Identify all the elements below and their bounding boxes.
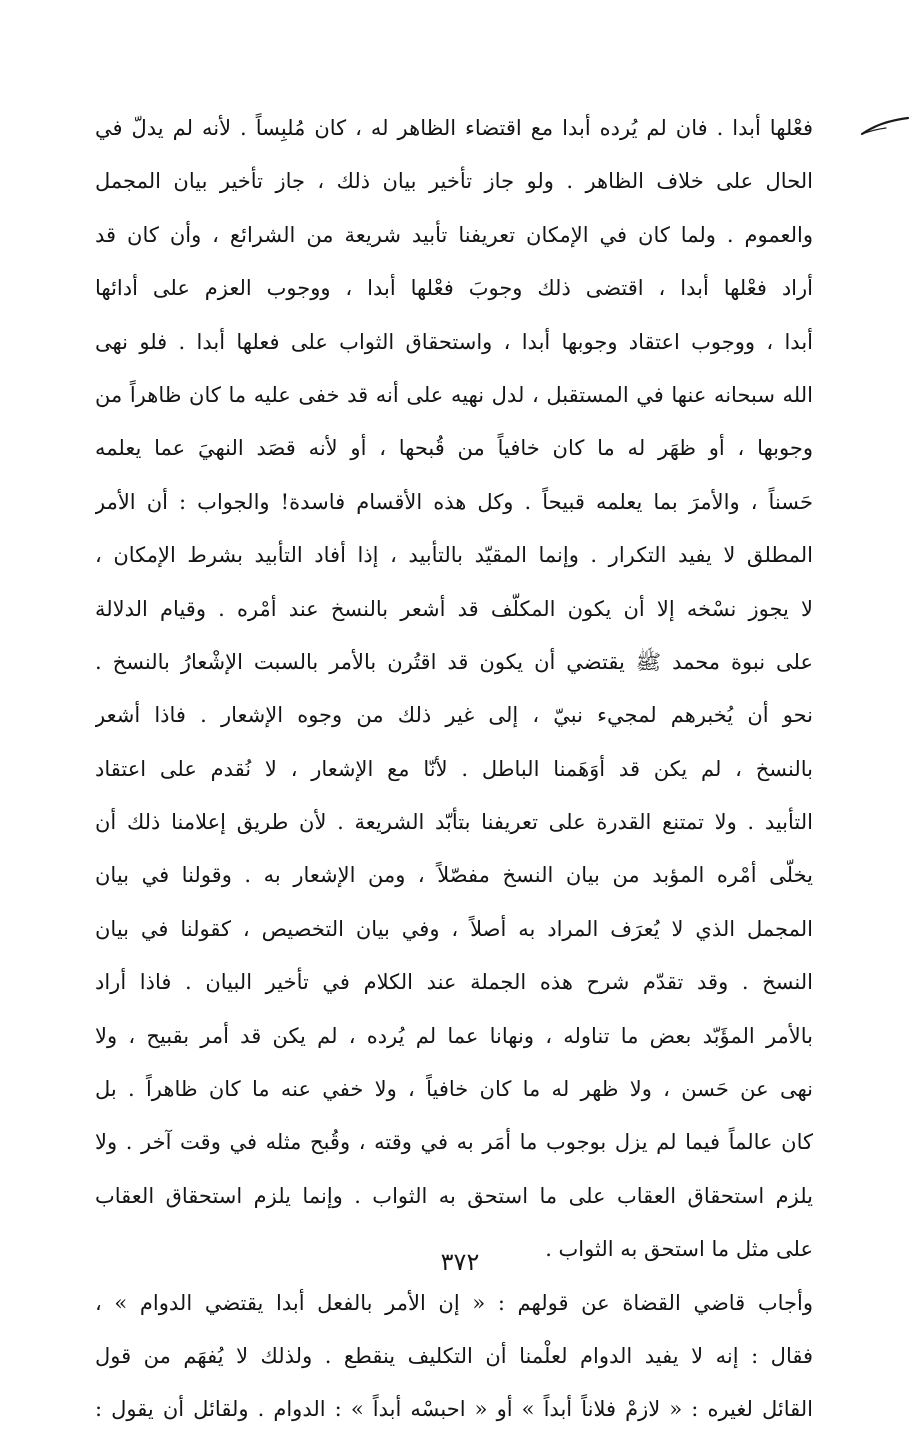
text-line: فعْلها أبدا . فان لم يُرده أبدا مع اقتضاء الظاهر له ، كان مُلبِساً . لأنه لم يدلّ في xyxy=(95,116,813,140)
text-line: حَسناً ، والأمرَ بما يعلمه قبيحاً . وكل هذه الأقسام فاسدة! والجواب : أن الأمر xyxy=(95,489,813,514)
text-line: المطلق لا يفيد التكرار . وإنما المقيّد بالتأبيد ، إذا أفاد التأبيد بشرط الإمكان ، xyxy=(95,543,813,568)
page-number: ٣٧٢ xyxy=(440,1248,480,1276)
text-line: كان عالماً فيما لم يزل بوجوب ما أمَر به في وقته ، وقُبح مثله في وقت آخر . ولا xyxy=(95,1130,813,1155)
text-line: وأجاب قاضي القضاة عن قولهم : « إن الأمر بالفعل أبدا يقتضي الدوام » ، xyxy=(95,1290,813,1315)
text-line: المجمل الذي لا يُعرَف المراد به أصلاً ، وفي بيان التخصيص ، كقولنا في بيان xyxy=(95,916,813,941)
text-line: أبدا ، ووجوب اعتقاد وجوبها أبدا ، واستحقاق الثواب على فعلها أبدا . فلو نهى xyxy=(95,329,813,354)
text-line: فقال : إنه لا يفيد الدوام لعلْمنا أن التكليف ينقطع . ولذلك لا يُفهَم من قول xyxy=(95,1343,813,1368)
text-line: والعموم . ولما كان في الإمكان تعريفنا تأبيد شريعة من الشرائع ، وأن كان قد xyxy=(95,222,813,247)
text-line: على نبوة محمد ﷺ يقتضي أن يكون قد اقتُرن بالأمر بالسبت الإشْعارُ بالنسخ . xyxy=(95,649,813,674)
text-line: نحو أن يُخبرهم لمجيء نبيّ ، إلى غير ذلك من وجوه الإشعار . فاذا أشعر xyxy=(95,703,813,728)
text-line: القائل لغيره : « لازمْ فلاناً أبداً » أو « احبسْه أبداً » : الدوام . ولقائل أن يقول : xyxy=(95,1397,813,1422)
body-text xyxy=(95,102,813,1437)
text-line: وجوبها ، أو ظهَر له ما كان خافياً من قُبحها ، أو لأنه قصَد النهيَ عما يعلمه xyxy=(95,436,813,461)
text-line: يلزم استحقاق العقاب على ما استحق به الثواب . وإنما يلزم استحقاق العقاب xyxy=(95,1183,813,1208)
text-line: الحال على خلاف الظاهر . ولو جاز تأخير بيان ذلك ، جاز تأخير بيان المجمل xyxy=(95,169,813,194)
text-line: أراد فعْلها أبدا ، اقتضى ذلك وجوبَ فعْلها أبدا ، ووجوب العزم على أدائها xyxy=(95,276,813,301)
text-line: بالنسخ ، لم يكن قد أوَهَمنا الباطل . لأنّا مع الإشعار ، لا نُقدم على اعتقاد xyxy=(95,756,813,781)
text-line: التأبيد . ولا تمتنع القدرة على تعريفنا بتأبّد الشريعة . لأن طريق إعلامنا ذلك أن xyxy=(95,810,813,835)
text-line: لا يجوز نسْخه إلا أن يكون المكلّف قد أشعر بالنسخ عند أمْره . وقيام الدلالة xyxy=(95,596,813,621)
margin-stroke-mark xyxy=(860,112,912,142)
text-line: النسخ . وقد تقدّم شرح هذه الجملة عند الكلام في تأخير البيان . فاذا أراد xyxy=(95,970,813,995)
text-line: يخلّى أمْره المؤبد من بيان النسخ مفصّلاً ، ومن الإشعار به . وقولنا في بيان xyxy=(95,863,813,888)
text-line: الله سبحانه عنها في المستقبل ، لدل نهيه على أنه قد خفى عليه ما كان ظاهراً من xyxy=(95,382,813,407)
text-line: بالأمر المؤَبّد بعض ما تناوله ، ونهانا عما لم يُرده ، لم يكن قد أمر بقبيح ، ولا xyxy=(95,1023,813,1048)
text-line: على مثل ما استحق به الثواب . xyxy=(545,1237,813,1262)
text-line: نهى عن حَسن ، ولا ظهر له ما كان خافياً ، ولا خفي عنه ما كان ظاهراً . بل xyxy=(95,1077,813,1102)
